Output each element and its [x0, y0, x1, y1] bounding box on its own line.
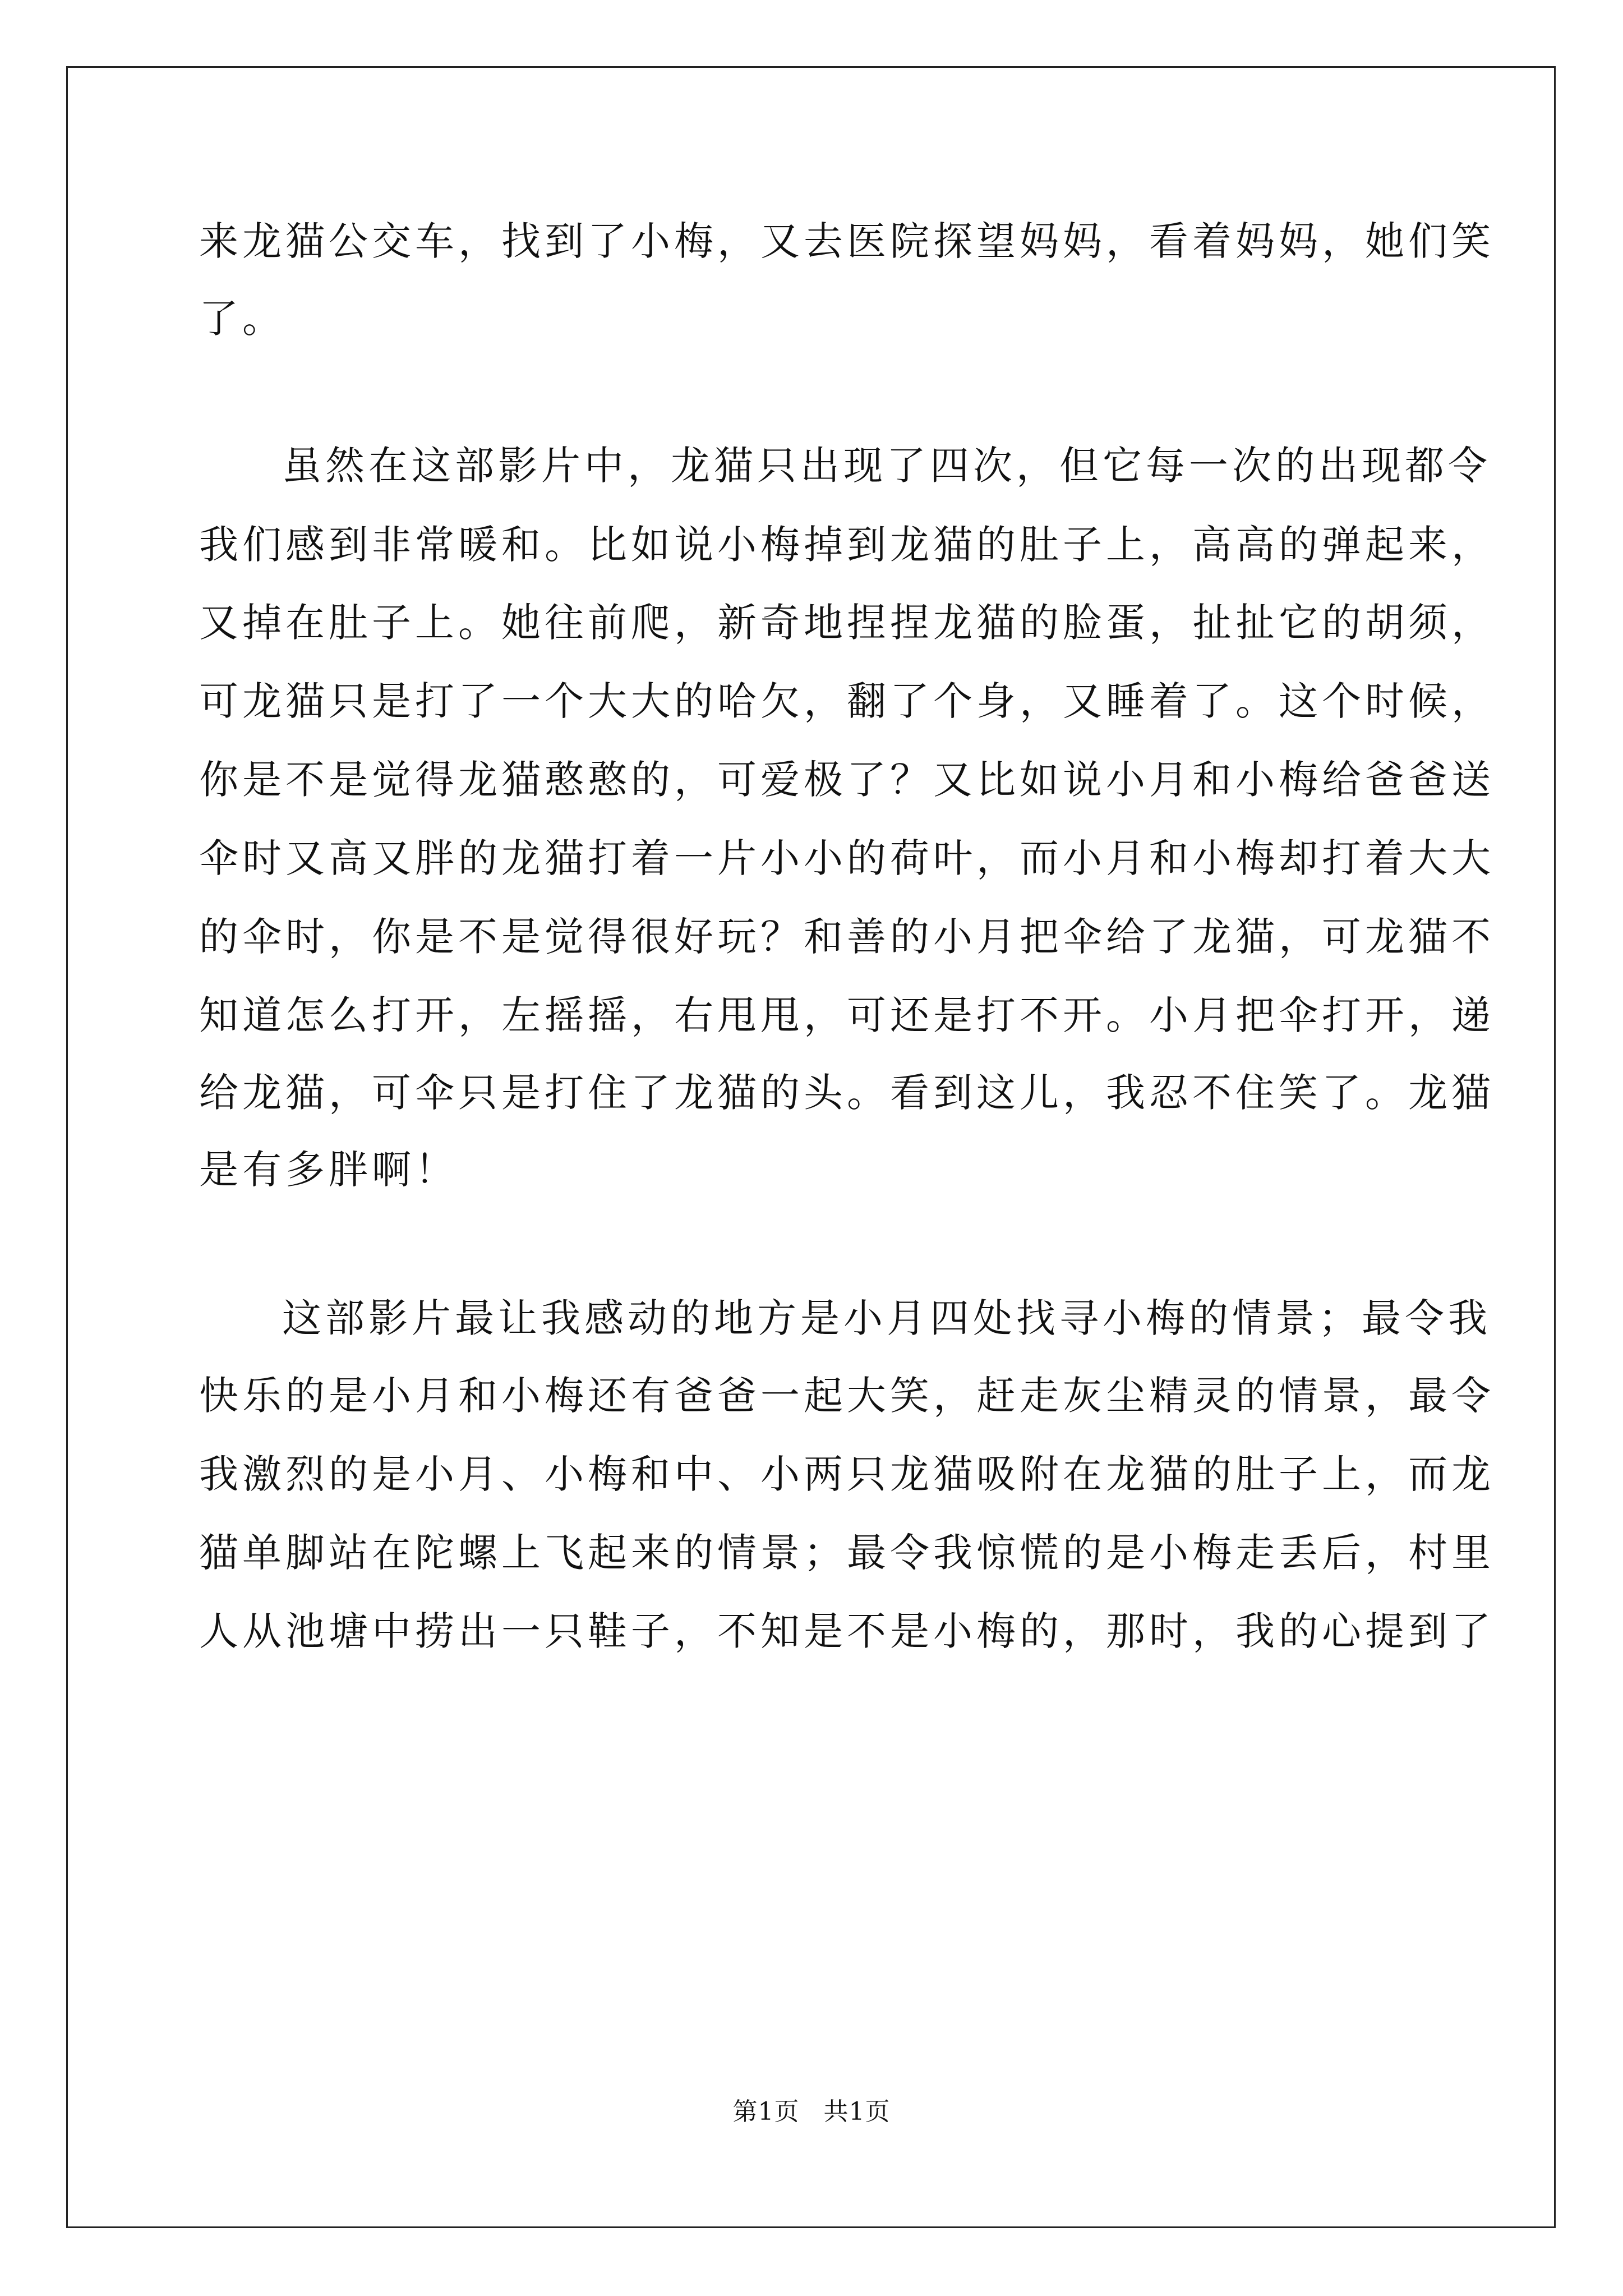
- text-line: 了。: [199, 296, 285, 342]
- text-line: 我们感到非常暖和。比如说小梅掉到龙猫的肚子上，高高的弹起来，: [199, 522, 1495, 568]
- text-line: 给龙猫，可伞只是打住了龙猫的头。看到这儿，我忍不住笑了。龙猫: [199, 1070, 1495, 1116]
- text-line: 是有多胖啊！: [199, 1147, 458, 1193]
- page-footer: [0, 2095, 1623, 2129]
- text-line: 人从池塘中捞出一只鞋子，不知是不是小梅的，那时，我的心提到了: [199, 1608, 1495, 1654]
- page-number: 第1页: [732, 2097, 800, 2126]
- text-line: 又掉在肚子上。她往前爬，新奇地捏捏龙猫的脸蛋，扯扯它的胡须，: [199, 600, 1495, 646]
- text-line: 知道怎么打开，左摇摇，右甩甩，可还是打不开。小月把伞打开，递: [199, 992, 1495, 1038]
- text-line: 伞时又高又胖的龙猫打着一片小小的荷叶，而小月和小梅却打着大大: [199, 835, 1495, 881]
- text-line: 可龙猫只是打了一个大大的哈欠，翻了个身，又睡着了。这个时候，: [199, 678, 1495, 724]
- text-line: 来龙猫公交车，找到了小梅，又去医院探望妈妈，看着妈妈，她们笑: [199, 218, 1495, 264]
- text-line: 的伞时，你是不是觉得很好玩？和善的小月把伞给了龙猫，可龙猫不: [199, 914, 1495, 960]
- text-line: 你是不是觉得龙猫憨憨的，可爱极了？又比如说小月和小梅给爸爸送: [199, 757, 1495, 803]
- page-total: 共1页: [823, 2097, 891, 2126]
- text-line: 快乐的是小月和小梅还有爸爸一起大笑，赶走灰尘精灵的情景，最令: [199, 1373, 1495, 1419]
- text-line-paragraph-start: 这部影片最让我感动的地方是小月四处找寻小梅的情景；最令我: [282, 1295, 1491, 1341]
- text-line: 猫单脚站在陀螺上飞起来的情景；最令我惊慌的是小梅走丢后，村里: [199, 1530, 1495, 1576]
- text-line-paragraph-start: 虽然在这部影片中，龙猫只出现了四次，但它每一次的出现都令: [282, 443, 1491, 489]
- text-line: 我激烈的是小月、小梅和中、小两只龙猫吸附在龙猫的肚子上，而龙: [199, 1451, 1495, 1497]
